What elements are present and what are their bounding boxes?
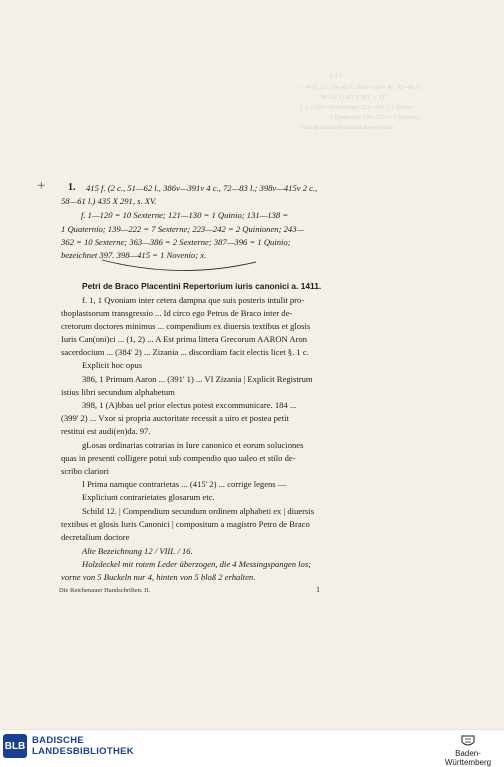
pencil-arc-mark [100, 258, 260, 274]
entry-line: bezeichnet 397. 398—415 = 1 Novenio; x. [61, 250, 207, 260]
library-name-line1: BADISCHE [32, 735, 85, 746]
body-line: sacerdocium ... (384' 2) ... Zizania ... discordiam facit electis licet §. 1 c. [61, 347, 309, 357]
branding-bar [0, 729, 504, 767]
body-line: istius libri secundum alphabetum [61, 387, 175, 397]
body-line: Iuris Can(oni)ci ... (1, 2) ... A Est prima littera Grecorum AARON Aron [61, 334, 308, 344]
body-line: gLosas ordinarias cotrarias in Iure canonico et eorum soluciones [82, 440, 304, 450]
body-line: Explicit hoc opus [82, 360, 143, 370]
entry-number: 1. [68, 182, 76, 193]
library-name-line2: LANDESBIBLIOTHEK [32, 746, 134, 757]
body-line: f. 1, 1 Qvoniam inter cetera dampna que suis posteris intulit pro- [82, 295, 305, 305]
body-line: Holzdeckel mit rotem Leder überzogen, die 4 Messingspangen los; [82, 559, 312, 569]
bleed-through-text: Petri de Braco Placentini Repertorium [300, 125, 394, 131]
footer-page-number: 1 [316, 585, 320, 594]
body-line: 386, 1 Primum Aaron ... (391' 1) ... VI Zizania | Explicit Registrum [82, 374, 313, 384]
body-line: cretorum doctores minimus ... compendium ex diuersis textibus et glosis [61, 321, 311, 331]
body-line: thoplastsorum transgressio ... Id circo ego Petrus de Braco inter de- [61, 308, 293, 318]
bleed-through-text: 1. 415f. (2c., 51—62 l., 386v—391v 4c., 72—83 l.; [300, 85, 422, 91]
bleed-through-text: f. 1—120 = 10 Sexterne; 121—130 = 1 Quinio; [300, 105, 415, 111]
margin-plus-mark: + [37, 178, 46, 194]
library-name[interactable] [32, 735, 134, 757]
entry-line: 1 Quaternio; 139—222 = 7 Sexterne; 223—242 = 2 Quinionen; 243— [61, 224, 305, 234]
body-line: Schild 12. | Compendium secundum ordinem alphabeti ex | diuersis [82, 506, 315, 516]
body-line: 398, 1 (A)bbas uel prior electus potest excommunicare. 184 ... [82, 400, 297, 410]
bleed-through-text: 58—61 l.) 435 X 291, s. XV. [320, 95, 387, 101]
body-line: vorne von 5 Buckeln nur 4, hinten von 5 bloß 2 erhalten. [61, 572, 256, 582]
work-title: Petri de Braco Placentini Repertorium iuris canonici a. 1411. [82, 281, 322, 291]
bleed-through-text: 1 Quaternio; 139—222 = 7 Sexterne; [330, 115, 421, 121]
body-line: (399' 2) ... Vxor si propria auctoritate recessit a uiro et postea petit [61, 413, 289, 423]
body-line: restitui est audi(en)da. 97. [61, 426, 151, 436]
blb-logo[interactable]: BLB [3, 734, 27, 758]
entry-line: 58—61 l.) 435 X 291, s. XV. [61, 196, 157, 206]
bleed-through-text: f. 1 1 [330, 73, 343, 79]
state-name: Baden-Württemberg [444, 749, 492, 767]
footer-series-title: Die Reichenauer Handschriften. II. [59, 587, 151, 594]
body-line: Expliciunt contrarietates glosarum etc. [82, 492, 215, 502]
entry-line: 362 = 10 Sexterne; 363—386 = 2 Sexterne; 387—396 = 1 Quinio; [61, 237, 291, 247]
state-crest-icon [459, 734, 477, 748]
body-line: scribo clariori [61, 466, 109, 476]
body-line: decretalium doctore [61, 532, 130, 542]
body-line: Alte Bezeichnung 12 / VIII. / 16. [82, 546, 193, 556]
body-line: quas in presenti colligere potui sub compendio quo ualeo et stilo de- [61, 453, 296, 463]
body-line: I Prima namque contrarietas ... (415' 2) ... corrige legens — [82, 479, 287, 489]
entry-line: 415 f. (2 c., 51—62 l., 386v—391v 4 c., 72—83 l.; 398v—415v 2 c., [86, 183, 318, 193]
state-logo[interactable] [438, 734, 498, 767]
body-line: textibus et glosis Iuris Canonici | compositum a magistro Petro de Braco [61, 519, 310, 529]
entry-line: f. 1—120 = 10 Sexterne; 121—130 = 1 Quinio; 131—138 = [81, 210, 289, 220]
